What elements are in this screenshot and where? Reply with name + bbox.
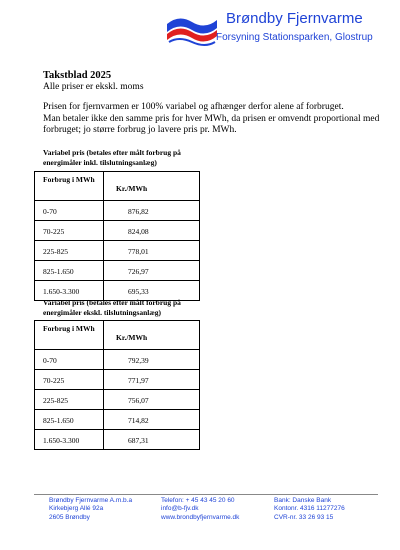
column-header-consumption: Forbrug i MWh — [35, 172, 104, 201]
consumption-range: 0-70 — [35, 201, 104, 221]
footer-email[interactable]: info@b-fjv.dk — [161, 505, 199, 513]
intro-paragraph-1: Prisen for fjernvarmen er 100% variabel og afhænger derfor alene af forbruget. — [43, 102, 344, 112]
footer-phone: Telefon: + 45 43 45 20 60 — [161, 497, 235, 504]
company-subtitle: Forsyning Stationsparken, Glostrup — [216, 32, 373, 43]
footer-company-name: Brøndby Fjernvarme A.m.b.a — [49, 497, 133, 504]
letterhead — [0, 0, 400, 60]
price-value: 876,82 — [104, 201, 200, 221]
page-subtitle: Alle priser er ekskl. moms — [43, 82, 144, 92]
table-row — [35, 410, 200, 430]
footer-account: Kontonr. 4316 11277276 — [274, 505, 345, 513]
table-row — [35, 241, 200, 261]
table-row — [35, 370, 200, 390]
footer-cvr: CVR-nr. 33 26 93 15 — [274, 513, 334, 521]
table-row — [35, 350, 200, 370]
price-value: 726,97 — [104, 261, 200, 281]
column-header-price: Kr./MWh — [104, 321, 200, 350]
footer-bank-name: Bank: Danske Bank — [274, 497, 332, 504]
consumption-range: 1.650-3.300 — [35, 281, 104, 301]
consumption-range: 1.650-3.300 — [35, 430, 104, 450]
consumption-range: 225-825 — [35, 241, 104, 261]
price-value: 792,39 — [104, 350, 200, 370]
price-value: 695,33 — [104, 281, 200, 301]
footer-address — [49, 497, 132, 522]
table-header-row — [35, 172, 200, 201]
consumption-range: 825-1.650 — [35, 410, 104, 430]
column-header-consumption: Forbrug i MWh — [35, 321, 104, 350]
consumption-range: 825-1.650 — [35, 261, 104, 281]
price-value: 771,97 — [104, 370, 200, 390]
table-row — [35, 430, 200, 450]
footer-city: 2605 Brøndby — [49, 513, 90, 521]
company-logo-icon — [165, 12, 219, 52]
column-header-price: Kr./MWh — [104, 172, 200, 201]
consumption-range: 225-825 — [35, 390, 104, 410]
footer-website[interactable]: www.brondbyfjernvarme.dk — [161, 513, 240, 521]
footer-street: Kirkebjerg Allé 92a — [49, 505, 104, 513]
table1-title: Variabel pris (betales efter målt forbrug på energimåler inkl. tilslutningsanlæg) — [43, 148, 181, 167]
page-title: Takstblad 2025 — [43, 70, 112, 81]
price-value: 824,08 — [104, 221, 200, 241]
table-row — [35, 390, 200, 410]
price-value: 778,01 — [104, 241, 200, 261]
price-value: 714,82 — [104, 410, 200, 430]
consumption-range: 0-70 — [35, 350, 104, 370]
consumption-range: 70-225 — [35, 221, 104, 241]
table-row — [35, 261, 200, 281]
table-row — [35, 221, 200, 241]
consumption-range: 70-225 — [35, 370, 104, 390]
footer-contact — [161, 497, 239, 522]
price-value: 756,07 — [104, 390, 200, 410]
table2-title: Variabel pris (betales efter målt forbrug på energimåler ekskl. tilslutningsanlæg) — [43, 298, 181, 317]
company-name: Brøndby Fjernvarme — [226, 10, 363, 27]
intro-paragraph-2: Man betaler ikke den samme pris for hver MWh, da prisen er omvendt proportional med forbruget; jo større forbrug jo lavere pris pr. MWh. — [43, 113, 380, 135]
price-table-excl — [34, 320, 200, 450]
price-table-incl — [34, 171, 200, 301]
footer-divider — [34, 494, 378, 495]
footer-bank — [274, 497, 345, 522]
table-row — [35, 201, 200, 221]
price-value: 687,31 — [104, 430, 200, 450]
intro-text — [43, 102, 383, 137]
table-header-row — [35, 321, 200, 350]
